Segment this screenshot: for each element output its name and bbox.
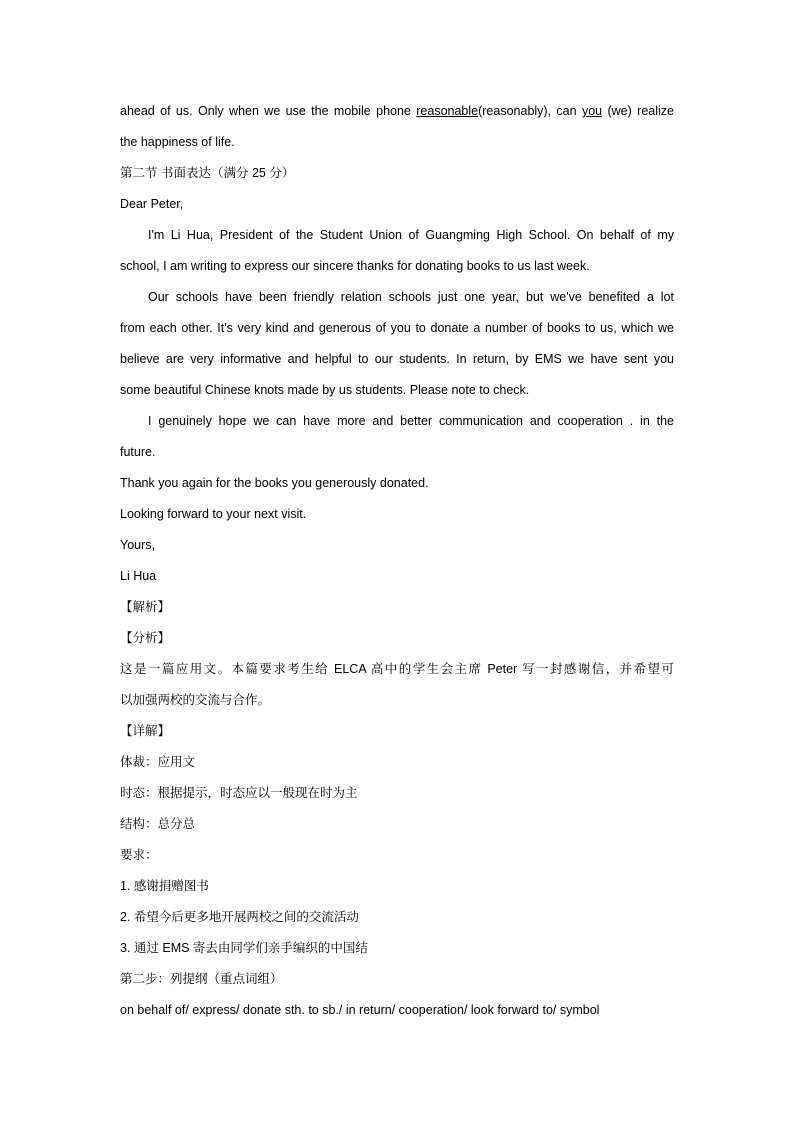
- letter-signature: Li Hua: [120, 569, 157, 583]
- letter-paragraph-3-line-1: I genuinely hope we can have more and better communication and cooperation . in the: [148, 414, 674, 428]
- answer-reasonable: reasonable: [416, 104, 479, 118]
- letter-paragraph-2-line-3: believe are very informative and helpful to our students. In return, by EMS we have sent you: [120, 352, 674, 366]
- answer-you: you: [581, 104, 603, 118]
- letter-thanks: Thank you again for the books you generously donated.: [120, 476, 429, 490]
- letter-closing: Yours,: [120, 538, 155, 552]
- letter-paragraph-1-line-2: school, I am writing to express our sincere thanks for donating books to us last week.: [120, 259, 590, 273]
- key-phrases-line: on behalf of/ express/ donate sth. to sb./ in return/ cooperation/ look forward to/ symbol: [120, 1003, 600, 1017]
- continuation-line-1: [120, 96, 674, 127]
- step-2-heading: 第二步：列提纲（重点词组）: [120, 972, 283, 986]
- requirement-item-2: 2. 希望今后更多地开展两校之间的交流活动: [120, 910, 359, 924]
- fenxi-line-1: 这是一篇应用文。本篇要求考生给 ELCA 高中的学生会主席 Peter 写一封感谢信，并希望可: [120, 662, 674, 676]
- document-page: [120, 96, 674, 1026]
- tense-line: 时态：根据提示，时态应以一般现在时为主: [120, 786, 358, 800]
- letter-paragraph-3-line-2: future.: [120, 445, 156, 459]
- letter-paragraph-2-line-2: from each other. It's very kind and generous of you to donate a number of books to us, which we: [120, 321, 674, 335]
- letter-salutation: Dear Peter,: [120, 197, 184, 211]
- heading-jiexi: 【解析】: [120, 600, 171, 614]
- heading-fenxi: 【分析】: [120, 631, 171, 645]
- fenxi-line-2: 以加强两校的交流与合作。: [120, 693, 271, 707]
- genre-line: 体裁：应用文: [120, 755, 196, 769]
- requirement-item-1: 1. 感谢捐赠图书: [120, 879, 209, 893]
- requirements-label: 要求：: [120, 848, 158, 862]
- letter-paragraph-2-line-4: some beautiful Chinese knots made by us students. Please note to check.: [120, 383, 530, 397]
- letter-looking-forward: Looking forward to your next visit.: [120, 507, 307, 521]
- letter-paragraph-1-line-1: I'm Li Hua, President of the Student Union of Guangming High School. On behalf of my: [148, 228, 674, 242]
- continuation-line-2: the happiness of life.: [120, 135, 235, 149]
- section-heading: 第二节 书面表达（满分 25 分）: [120, 166, 295, 180]
- letter-paragraph-2-line-1: Our schools have been friendly relation schools just one year, but we've benefited a lot: [148, 290, 674, 304]
- text-segment: (we) realize: [602, 104, 674, 118]
- text-segment: ahead of us. Only when we use the mobile phone: [120, 104, 417, 118]
- requirement-item-3: 3. 通过 EMS 寄去由同学们亲手编织的中国结: [120, 941, 368, 955]
- heading-xiangjie: 【详解】: [120, 724, 171, 738]
- structure-line: 结构：总分总: [120, 817, 196, 831]
- text-segment: (reasonably), can: [478, 104, 582, 118]
